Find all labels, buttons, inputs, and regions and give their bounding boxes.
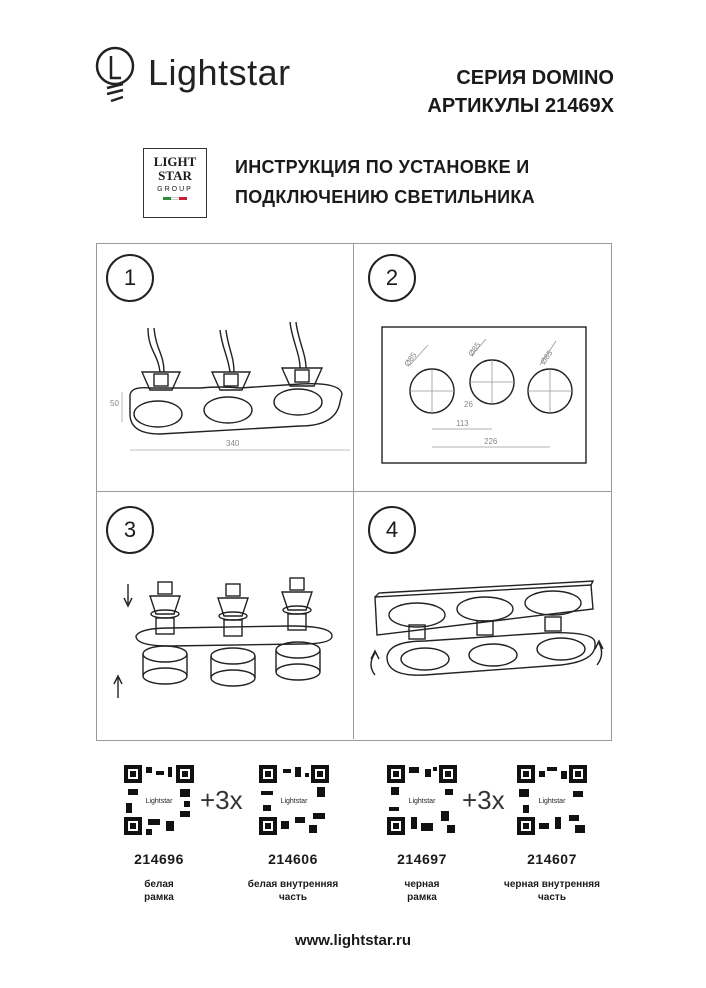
product-code-1: 214696 (134, 851, 184, 867)
step2-cutout-drawing (380, 325, 595, 470)
instruction-line2: ПОДКЛЮЧЕНИЮ СВЕТИЛЬНИКА (235, 187, 535, 207)
product-desc-2 (218, 878, 368, 904)
articles-title: АРТИКУЛЫ 21469X (427, 95, 614, 117)
step-number-1: 1 (106, 254, 154, 302)
group-logo-line2: STAR (158, 168, 192, 183)
dim-pitch: 113 (456, 419, 469, 428)
multiplier-1: +3x (200, 785, 243, 815)
product-desc-1-line2: рамка (144, 892, 174, 903)
series-title: СЕРИЯ DOMINO (456, 67, 614, 89)
product-desc-1-line1: белая (144, 879, 174, 890)
instruction-title (235, 152, 535, 212)
grid-divider-horizontal (96, 491, 611, 492)
product-code-4: 214607 (527, 851, 577, 867)
step-number-2: 2 (368, 254, 416, 302)
qr-code-214697 (387, 765, 457, 835)
step-number-4: 4 (368, 506, 416, 554)
product-code-2: 214606 (268, 851, 318, 867)
product-desc-4 (477, 878, 627, 904)
product-code-3: 214697 (397, 851, 447, 867)
dim-cut-d2: Ø85 (466, 340, 483, 359)
step4-mounting-drawing (365, 575, 605, 705)
step-number-3: 3 (106, 506, 154, 554)
step1-fixture-drawing (100, 310, 350, 460)
dim-span: 226 (484, 437, 498, 446)
dim-cut-d1: Ø85 (402, 350, 419, 369)
qr-brand-label-4: Lightstar (538, 798, 566, 805)
product-desc-2-line1: белая внутренняя (247, 879, 339, 890)
rotate-right-icon (595, 641, 603, 665)
qr-brand-label-1: Lightstar (145, 798, 173, 805)
product-desc-1 (84, 878, 234, 904)
brand-name: Lightstar (148, 52, 291, 93)
lightstar-logo (93, 44, 143, 108)
arrow-up-icon (114, 676, 122, 698)
instruction-line1: ИНСТРУКЦИЯ ПО УСТАНОВКЕ И (235, 157, 530, 177)
product-desc-3 (347, 878, 497, 904)
dim-cut-d3: Ø85 (538, 348, 555, 367)
dim-inner: 26 (464, 400, 473, 409)
rotate-left-icon (371, 651, 379, 675)
qr-code-214607 (517, 765, 587, 835)
step3-assembly-drawing (110, 570, 345, 720)
bulb-icon (93, 44, 143, 108)
group-logo-line1: LIGHT (153, 154, 197, 169)
qr-code-214696 (124, 765, 194, 835)
multiplier-2: +3x (462, 785, 505, 815)
product-desc-2-line2: часть (279, 892, 307, 903)
product-desc-4-line1: черная внутренняя (504, 879, 600, 890)
lightstar-group-logo (143, 148, 207, 218)
series-block (427, 64, 614, 120)
website-link[interactable]: www.lightstar.ru (294, 932, 412, 949)
product-desc-4-line2: часть (538, 892, 566, 903)
product-desc-3-line2: рамка (407, 892, 437, 903)
product-desc-3-line1: черная (404, 879, 440, 890)
dim-length: 340 (226, 439, 240, 448)
qr-brand-label-2: Lightstar (280, 798, 308, 805)
qr-brand-label-3: Lightstar (408, 798, 436, 805)
arrow-down-icon (124, 584, 132, 606)
qr-code-214606 (259, 765, 329, 835)
group-logo-line3: GROUP (157, 186, 193, 193)
italian-flag-icon (163, 197, 187, 200)
dim-height: 50 (110, 399, 119, 408)
